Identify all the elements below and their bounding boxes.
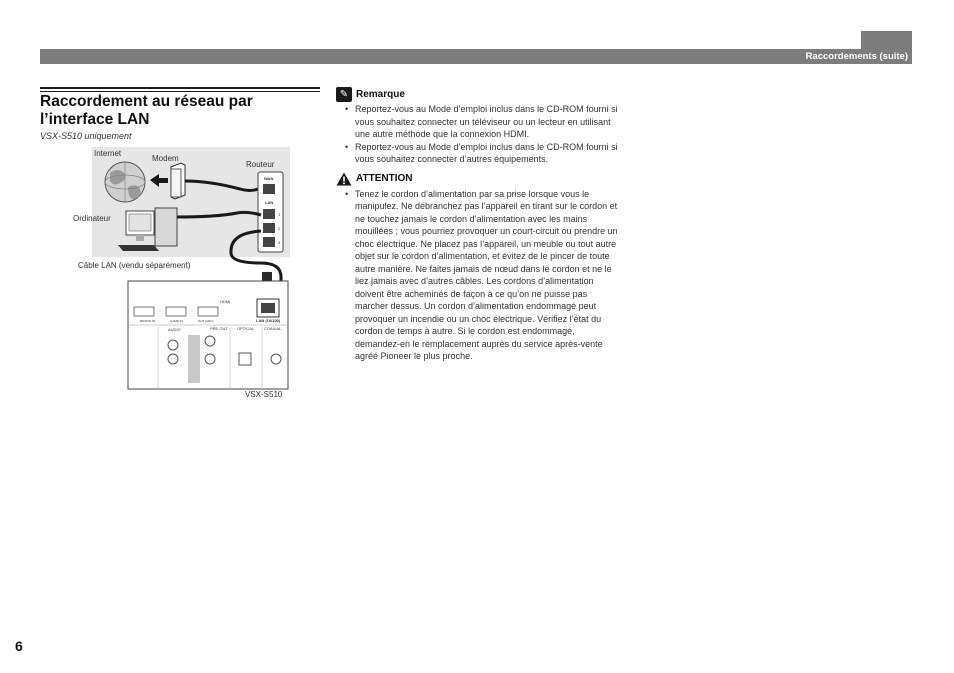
cable-label: Câble LAN (vendu séparément) [78,261,191,270]
section-title-line1: Raccordement au réseau par [40,93,253,110]
section-subtitle: VSX-S510 uniquement [40,131,132,141]
list-item: • Reportez-vous au Mode d’emploi inclus dans le CD-ROM fourni si vous souhaitez connecter un téléviseur ou un lecteur en utilisant une autre méthode que la connexion HDMI. [336,103,621,141]
router-port-3: 3 [278,240,281,245]
note-heading [336,86,621,102]
modem-icon [171,163,185,199]
list-item: • Tenez le cordon d’alimentation par sa prise lorsque vous le manipulez. Ne débranchez pas l’appareil en tirant sur le cordon et ne touchez jamais le cordon d’alimentation avec les mains mouillées ; vous pourriez provoquer un court-circuit ou prendre un choc électrique. Ne placez pas l’appareil, un meuble ou tout autre objet sur le cordon d’alimentation, et évitez de le pincer de toute autre manière. Ne faites jamais de nœud dans le cordon et ne le liez jamais avec d’autres câbles. Les cordons d’alimentation doivent être acheminés de façon à ce qu’on ne puisse pas marcher dessus. Un cordon d’alimentation endommagé peut provoquer un incendie ou un choc électrique. Vérifiez l’état du cordon de temps à autre. Si le cordon est endommagé, demandez-en le remplacement auprès du service après-vente agréé Pioneer le plus proche. [336,188,621,363]
globe-icon [105,162,145,202]
panel-hdmi-port-1: BD/DVD IN [140,319,156,323]
router-port-1: 1 [278,212,281,217]
router-lan-label: LAN [265,200,274,205]
warning-icon [336,172,352,186]
internet-label: Internet [94,149,122,158]
pencil-note-icon: ✎ [336,87,352,102]
computer-icon [118,208,177,251]
caution-heading [336,171,621,187]
page-number: 6 [15,638,23,654]
notes-column [336,86,621,363]
connection-diagram [70,145,300,405]
header-bar [40,49,912,64]
header-section-label: Raccordements (suite) [805,51,908,62]
panel-coaxial-label: COAXIAL [264,326,282,331]
title-rule-thin [40,91,320,92]
panel-hdmi-port-3: OUT (ARC) [198,319,214,323]
model-label: VSX-S510 [245,390,283,399]
title-rule [40,87,320,89]
section-title-line2: l’interface LAN [40,111,150,128]
computer-label: Ordinateur [73,214,111,223]
modem-label: Modem [152,154,179,163]
note-title: Remarque [356,88,405,100]
panel-lan-label: LAN (10/100) [256,318,281,323]
list-item: • Reportez-vous au Mode d’emploi inclus dans le CD-ROM fourni si vous souhaitez connecter d’autres équipements. [336,141,621,166]
caution-title: ATTENTION [356,173,413,184]
router-wan-label: WAN [264,176,274,181]
section-title [40,93,330,129]
panel-optical-label: OPTICAL [237,326,255,331]
router-label: Routeur [246,160,275,169]
receiver-rear-panel [128,281,288,389]
panel-preout-label: PRE OUT [210,326,228,331]
note-list [336,103,621,166]
router-port-2: 2 [278,226,281,231]
caution-list [336,188,621,363]
panel-hdmi-port-2: GAME IN [170,319,183,323]
panel-hdmi-label: HDMI [220,299,231,304]
panel-audio-label: AUDIO [168,327,181,332]
arrow-left-icon [150,174,168,187]
